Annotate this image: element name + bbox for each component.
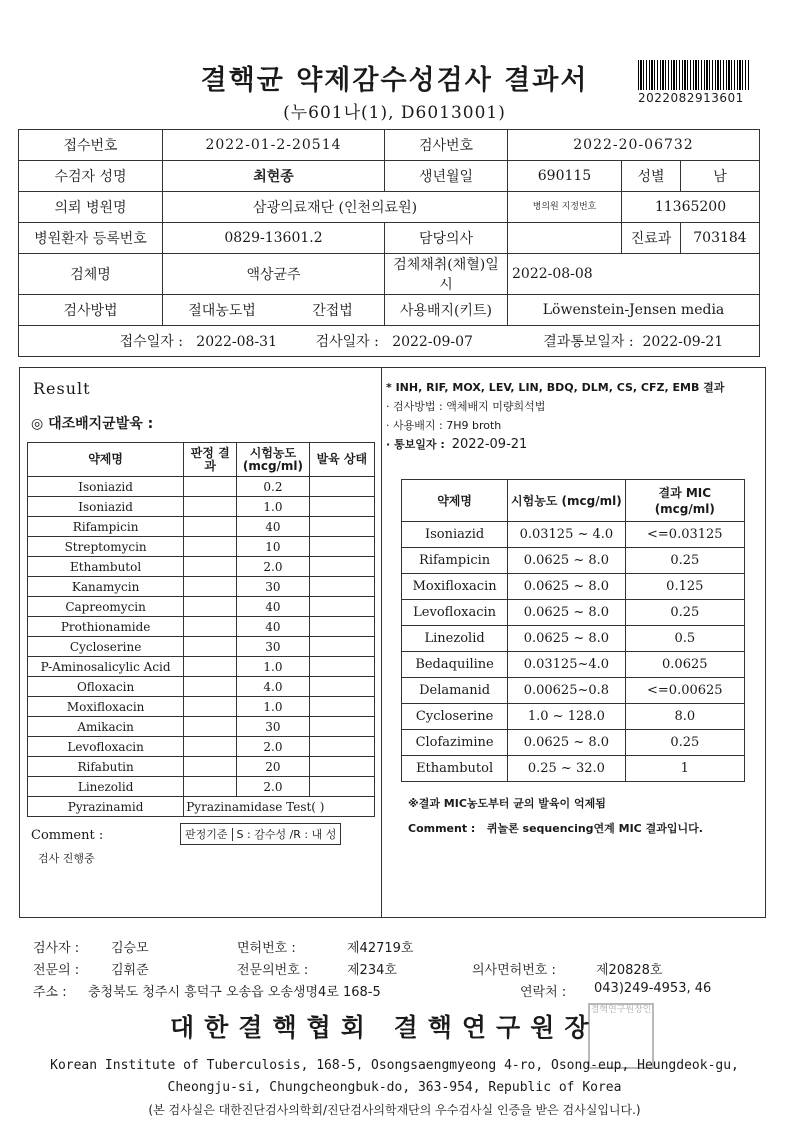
drug-name: Kanamycin: [28, 577, 184, 597]
mic-mic: <=0.03125: [625, 522, 744, 548]
document-subtitle: (누601나(1), D6013001): [283, 103, 506, 123]
drug-result: [184, 617, 237, 637]
drug-result: [184, 577, 237, 597]
table-row: [402, 756, 745, 782]
drug-name: Moxifloxacin: [28, 697, 184, 717]
hospital-code-label: 병의원 지정번호: [508, 192, 622, 223]
mic-range: 0.00625~0.8: [508, 678, 625, 704]
table-row: [28, 757, 375, 777]
drug-growth: [309, 517, 374, 537]
drug-growth: [309, 757, 374, 777]
drug-conc: 40: [237, 617, 310, 637]
method-absolute: 절대농도법: [163, 295, 282, 326]
document-title: 결핵균 약제감수성검사 결과서: [200, 65, 589, 96]
doctor-name: [508, 223, 622, 254]
drug-growth: [309, 597, 374, 617]
mic-drug-list: * INH, RIF, MOX, LEV, LIN, BDQ, DLM, CS, CFZ, EMB 결과: [386, 381, 725, 394]
mic-range: 0.0625 ~ 8.0: [508, 600, 625, 626]
test-no-label: 검사번호: [385, 130, 508, 161]
drug-growth: [309, 537, 374, 557]
mic-range: 0.03125~4.0: [508, 652, 625, 678]
drug-conc: 40: [237, 597, 310, 617]
mic-name: Isoniazid: [402, 522, 508, 548]
mic-name: Ethambutol: [402, 756, 508, 782]
drug-result: [184, 677, 237, 697]
table-row: [28, 737, 375, 757]
mic-col-drug: 약제명: [402, 480, 508, 522]
mic-range: 0.03125 ~ 4.0: [508, 522, 625, 548]
drug-conc: 20: [237, 757, 310, 777]
mic-col-range: 시험농도 (mcg/ml): [508, 480, 625, 522]
drug-growth: [309, 637, 374, 657]
table-row: [28, 657, 375, 677]
table-row: [28, 557, 375, 577]
drug-result: [184, 477, 237, 497]
criteria-box: [180, 823, 341, 845]
mic-comment: [408, 820, 703, 836]
drug-result: [184, 757, 237, 777]
receipt-no: 2022-01-2-20514: [163, 130, 385, 161]
phone-value: 043)249-4953, 46: [594, 981, 712, 996]
mic-col-result: 결과 MIC (mcg/ml): [625, 480, 744, 522]
drug-growth: [309, 737, 374, 757]
certification-note: (본 검사실은 대한진단검사의학회/진단검사의학재단의 우수검사실 인증을 받은 검사실입니다.): [148, 1103, 641, 1117]
drug-growth: [309, 677, 374, 697]
mic-mic: 0.0625: [625, 652, 744, 678]
table-row: [28, 677, 375, 697]
mic-comment-text: 퀴놀론 sequencing연계 MIC 결과입니다.: [486, 822, 703, 835]
mic-table: [401, 479, 745, 782]
pza-test: Pyrazinamidase Test( ): [184, 797, 375, 817]
license-no: 제42719호: [347, 941, 414, 956]
drug-conc: 10: [237, 537, 310, 557]
mic-mic: 0.25: [625, 730, 744, 756]
drug-name: Ethambutol: [28, 557, 184, 577]
drug-name: Isoniazid: [28, 477, 184, 497]
drug-name: Streptomycin: [28, 537, 184, 557]
mic-note: ※결과 MIC농도부터 균의 발육이 억제됨: [408, 797, 606, 810]
drug-growth: [309, 557, 374, 577]
susceptibility-table: [27, 442, 375, 817]
drug-conc: 2.0: [237, 737, 310, 757]
drug-name: Ofloxacin: [28, 677, 184, 697]
table-row: [28, 577, 375, 597]
receipt-no-label: 접수번호: [19, 130, 163, 161]
drug-result: [184, 737, 237, 757]
mic-mic: 1: [625, 756, 744, 782]
report-date-cell: [508, 326, 760, 357]
method-label: 검사방법: [19, 295, 163, 326]
drug-result: [184, 697, 237, 717]
mic-mic: 0.25: [625, 600, 744, 626]
mic-mic: 8.0: [625, 704, 744, 730]
drug-growth: [309, 477, 374, 497]
dept-value: 703184: [681, 223, 760, 254]
mic-mic: <=0.00625: [625, 678, 744, 704]
method-indirect: 간접법: [281, 295, 385, 326]
birth-label: 생년월일: [385, 161, 508, 192]
doctor-label: 담당의사: [385, 223, 508, 254]
table-row: [28, 517, 375, 537]
mic-range: 0.25 ~ 32.0: [508, 756, 625, 782]
control-growth-label: ◎ 대조배지균발육 :: [31, 416, 154, 432]
drug-conc: 0.2: [237, 477, 310, 497]
sex-value: 남: [681, 161, 760, 192]
comment-text: 검사 진행중: [38, 852, 95, 865]
doctor-license-no: 제20828호: [596, 963, 663, 978]
hospital-name: 삼광의료재단 (인천의료원): [163, 192, 508, 223]
mic-name: Delamanid: [402, 678, 508, 704]
specialist-label: 전문의 :: [33, 963, 80, 978]
table-row: [402, 574, 745, 600]
test-date: 2022-09-07: [392, 334, 473, 350]
table-row: [402, 730, 745, 756]
drug-result: [184, 497, 237, 517]
patient-reg-no: 0829-13601.2: [163, 223, 385, 254]
test-no: 2022-20-06732: [508, 130, 760, 161]
drug-name: Rifabutin: [28, 757, 184, 777]
mic-report-date: 2022-09-21: [451, 437, 528, 452]
drug-conc: 1.0: [237, 657, 310, 677]
mic-name: Clofazimine: [402, 730, 508, 756]
mic-name: Cycloserine: [402, 704, 508, 730]
tester-name: 김승모: [111, 941, 149, 956]
drug-result: [184, 717, 237, 737]
mic-name: Rifampicin: [402, 548, 508, 574]
mic-mic: 0.25: [625, 548, 744, 574]
address-value: 충청북도 청주시 흥덕구 오송읍 오송생명4로 168-5: [88, 985, 381, 1000]
drug-conc: 30: [237, 637, 310, 657]
license-label: 면허번호 :: [237, 941, 296, 956]
medium-label: 사용배지(키트): [385, 295, 508, 326]
col-judgement: 판정 결과: [184, 443, 237, 477]
report-date: 2022-09-21: [642, 334, 724, 350]
mic-comment-label: Comment :: [408, 822, 476, 835]
pza-name: Pyrazinamid: [28, 797, 184, 817]
seal-text: 결핵연구원장인: [590, 1005, 652, 1015]
drug-conc: 4.0: [237, 677, 310, 697]
drug-name: Isoniazid: [28, 497, 184, 517]
table-row: [28, 617, 375, 637]
mic-range: 0.0625 ~ 8.0: [508, 730, 625, 756]
col-drug-name: 약제명: [28, 443, 184, 477]
drug-conc: 2.0: [237, 557, 310, 577]
medium-value: Löwenstein-Jensen media: [508, 295, 760, 326]
barcode-number: 2022082913601: [638, 91, 744, 105]
criteria-value: S : 감수성 /R : 내 성: [232, 828, 337, 841]
collection-date: 2022-08-08: [508, 254, 760, 295]
table-row: [402, 626, 745, 652]
table-row: [28, 477, 375, 497]
specimen-label: 검체명: [19, 254, 163, 295]
drug-growth: [309, 777, 374, 797]
comment-label: Comment :: [31, 828, 104, 843]
mic-range: 0.0625 ~ 8.0: [508, 548, 625, 574]
drug-result: [184, 597, 237, 617]
doctor-license-label: 의사면허번호 :: [472, 963, 556, 978]
tester-label: 검사자 :: [33, 941, 80, 956]
drug-conc: 1.0: [237, 697, 310, 717]
drug-result: [184, 657, 237, 677]
dept-label: 진료과: [622, 223, 681, 254]
specialist-name: 김휘준: [111, 963, 149, 978]
test-date-label: 검사일자 :: [315, 334, 379, 350]
drug-result: [184, 557, 237, 577]
organization-name: 대한결핵협회 결핵연구원장: [170, 1013, 599, 1042]
drug-growth: [309, 617, 374, 637]
mic-range: 0.0625 ~ 8.0: [508, 574, 625, 600]
table-row: [28, 697, 375, 717]
drug-conc: 30: [237, 577, 310, 597]
drug-name: P-Aminosalicylic Acid: [28, 657, 184, 677]
table-row: [402, 548, 745, 574]
drug-result: [184, 777, 237, 797]
result-title: Result: [33, 379, 91, 398]
table-row: [28, 777, 375, 797]
sex-label: 성별: [622, 161, 681, 192]
drug-name: Rifampicin: [28, 517, 184, 537]
specimen-value: 액상균주: [163, 254, 385, 295]
mic-report-label: · 통보일자 :: [386, 438, 445, 451]
mic-notes: [386, 378, 761, 454]
drug-result: [184, 537, 237, 557]
drug-growth: [309, 697, 374, 717]
patient-reg-label: 병원환자 등록번호: [19, 223, 163, 254]
mic-mic: 0.125: [625, 574, 744, 600]
drug-name: Prothionamide: [28, 617, 184, 637]
drug-name: Amikacin: [28, 717, 184, 737]
mic-range: 1.0 ~ 128.0: [508, 704, 625, 730]
address-label: 주소 :: [33, 985, 67, 1000]
birth-value: 690115: [508, 161, 622, 192]
mic-method: · 검사방법 : 액체배지 미량희석법: [386, 400, 546, 413]
table-row: [402, 704, 745, 730]
mic-name: Levofloxacin: [402, 600, 508, 626]
table-row: [402, 652, 745, 678]
spec-no: 제234호: [347, 963, 397, 978]
mic-range: 0.0625 ~ 8.0: [508, 626, 625, 652]
mic-mic: 0.5: [625, 626, 744, 652]
report-date-label: 결과통보일자 :: [543, 334, 634, 350]
table-row: [402, 678, 745, 704]
receipt-date-cell: [19, 326, 282, 357]
drug-result: [184, 637, 237, 657]
mic-name: Linezolid: [402, 626, 508, 652]
drug-name: Capreomycin: [28, 597, 184, 617]
drug-conc: 40: [237, 517, 310, 537]
drug-growth: [309, 497, 374, 517]
receipt-date-label: 접수일자 :: [119, 334, 183, 350]
hospital-label: 의뢰 병원명: [19, 192, 163, 223]
collection-label: 검체채취(채혈)일시: [385, 254, 508, 295]
drug-conc: 30: [237, 717, 310, 737]
barcode: [638, 60, 750, 90]
patient-name-label: 수검자 성명: [19, 161, 163, 192]
drug-growth: [309, 577, 374, 597]
drug-name: Cycloserine: [28, 637, 184, 657]
table-row: [28, 537, 375, 557]
col-growth: 발육 상태: [309, 443, 374, 477]
patient-info-table: [18, 129, 760, 357]
spec-no-label: 전문의번호 :: [237, 963, 309, 978]
drug-conc: 1.0: [237, 497, 310, 517]
table-row: [402, 600, 745, 626]
table-row: [28, 717, 375, 737]
mic-name: Bedaquiline: [402, 652, 508, 678]
drug-conc: 2.0: [237, 777, 310, 797]
english-address-2: Cheongju-si, Chungcheongbuk-do, 363-954, Republic of Korea: [167, 1080, 622, 1095]
patient-name: 최현종: [163, 161, 385, 192]
hospital-code: 11365200: [622, 192, 760, 223]
drug-growth: [309, 717, 374, 737]
table-row: [402, 522, 745, 548]
mic-name: Moxifloxacin: [402, 574, 508, 600]
english-address-1: Korean Institute of Tuberculosis, 168-5, Osongsaengmyeong 4-ro, Osong-eup, Heungdeok-gu,: [50, 1058, 739, 1073]
drug-name: Linezolid: [28, 777, 184, 797]
criteria-label: 판정기준: [185, 828, 228, 841]
mic-medium: · 사용배지 : 7H9 broth: [386, 419, 502, 432]
receipt-date: 2022-08-31: [196, 334, 277, 350]
drug-result: [184, 517, 237, 537]
table-row: [28, 497, 375, 517]
drug-name: Levofloxacin: [28, 737, 184, 757]
test-date-cell: [281, 326, 508, 357]
phone-label: 연락처 :: [520, 985, 567, 1000]
table-row: [28, 637, 375, 657]
drug-growth: [309, 657, 374, 677]
col-concentration: 시험농도 (mcg/ml): [237, 443, 310, 477]
table-row: [28, 597, 375, 617]
